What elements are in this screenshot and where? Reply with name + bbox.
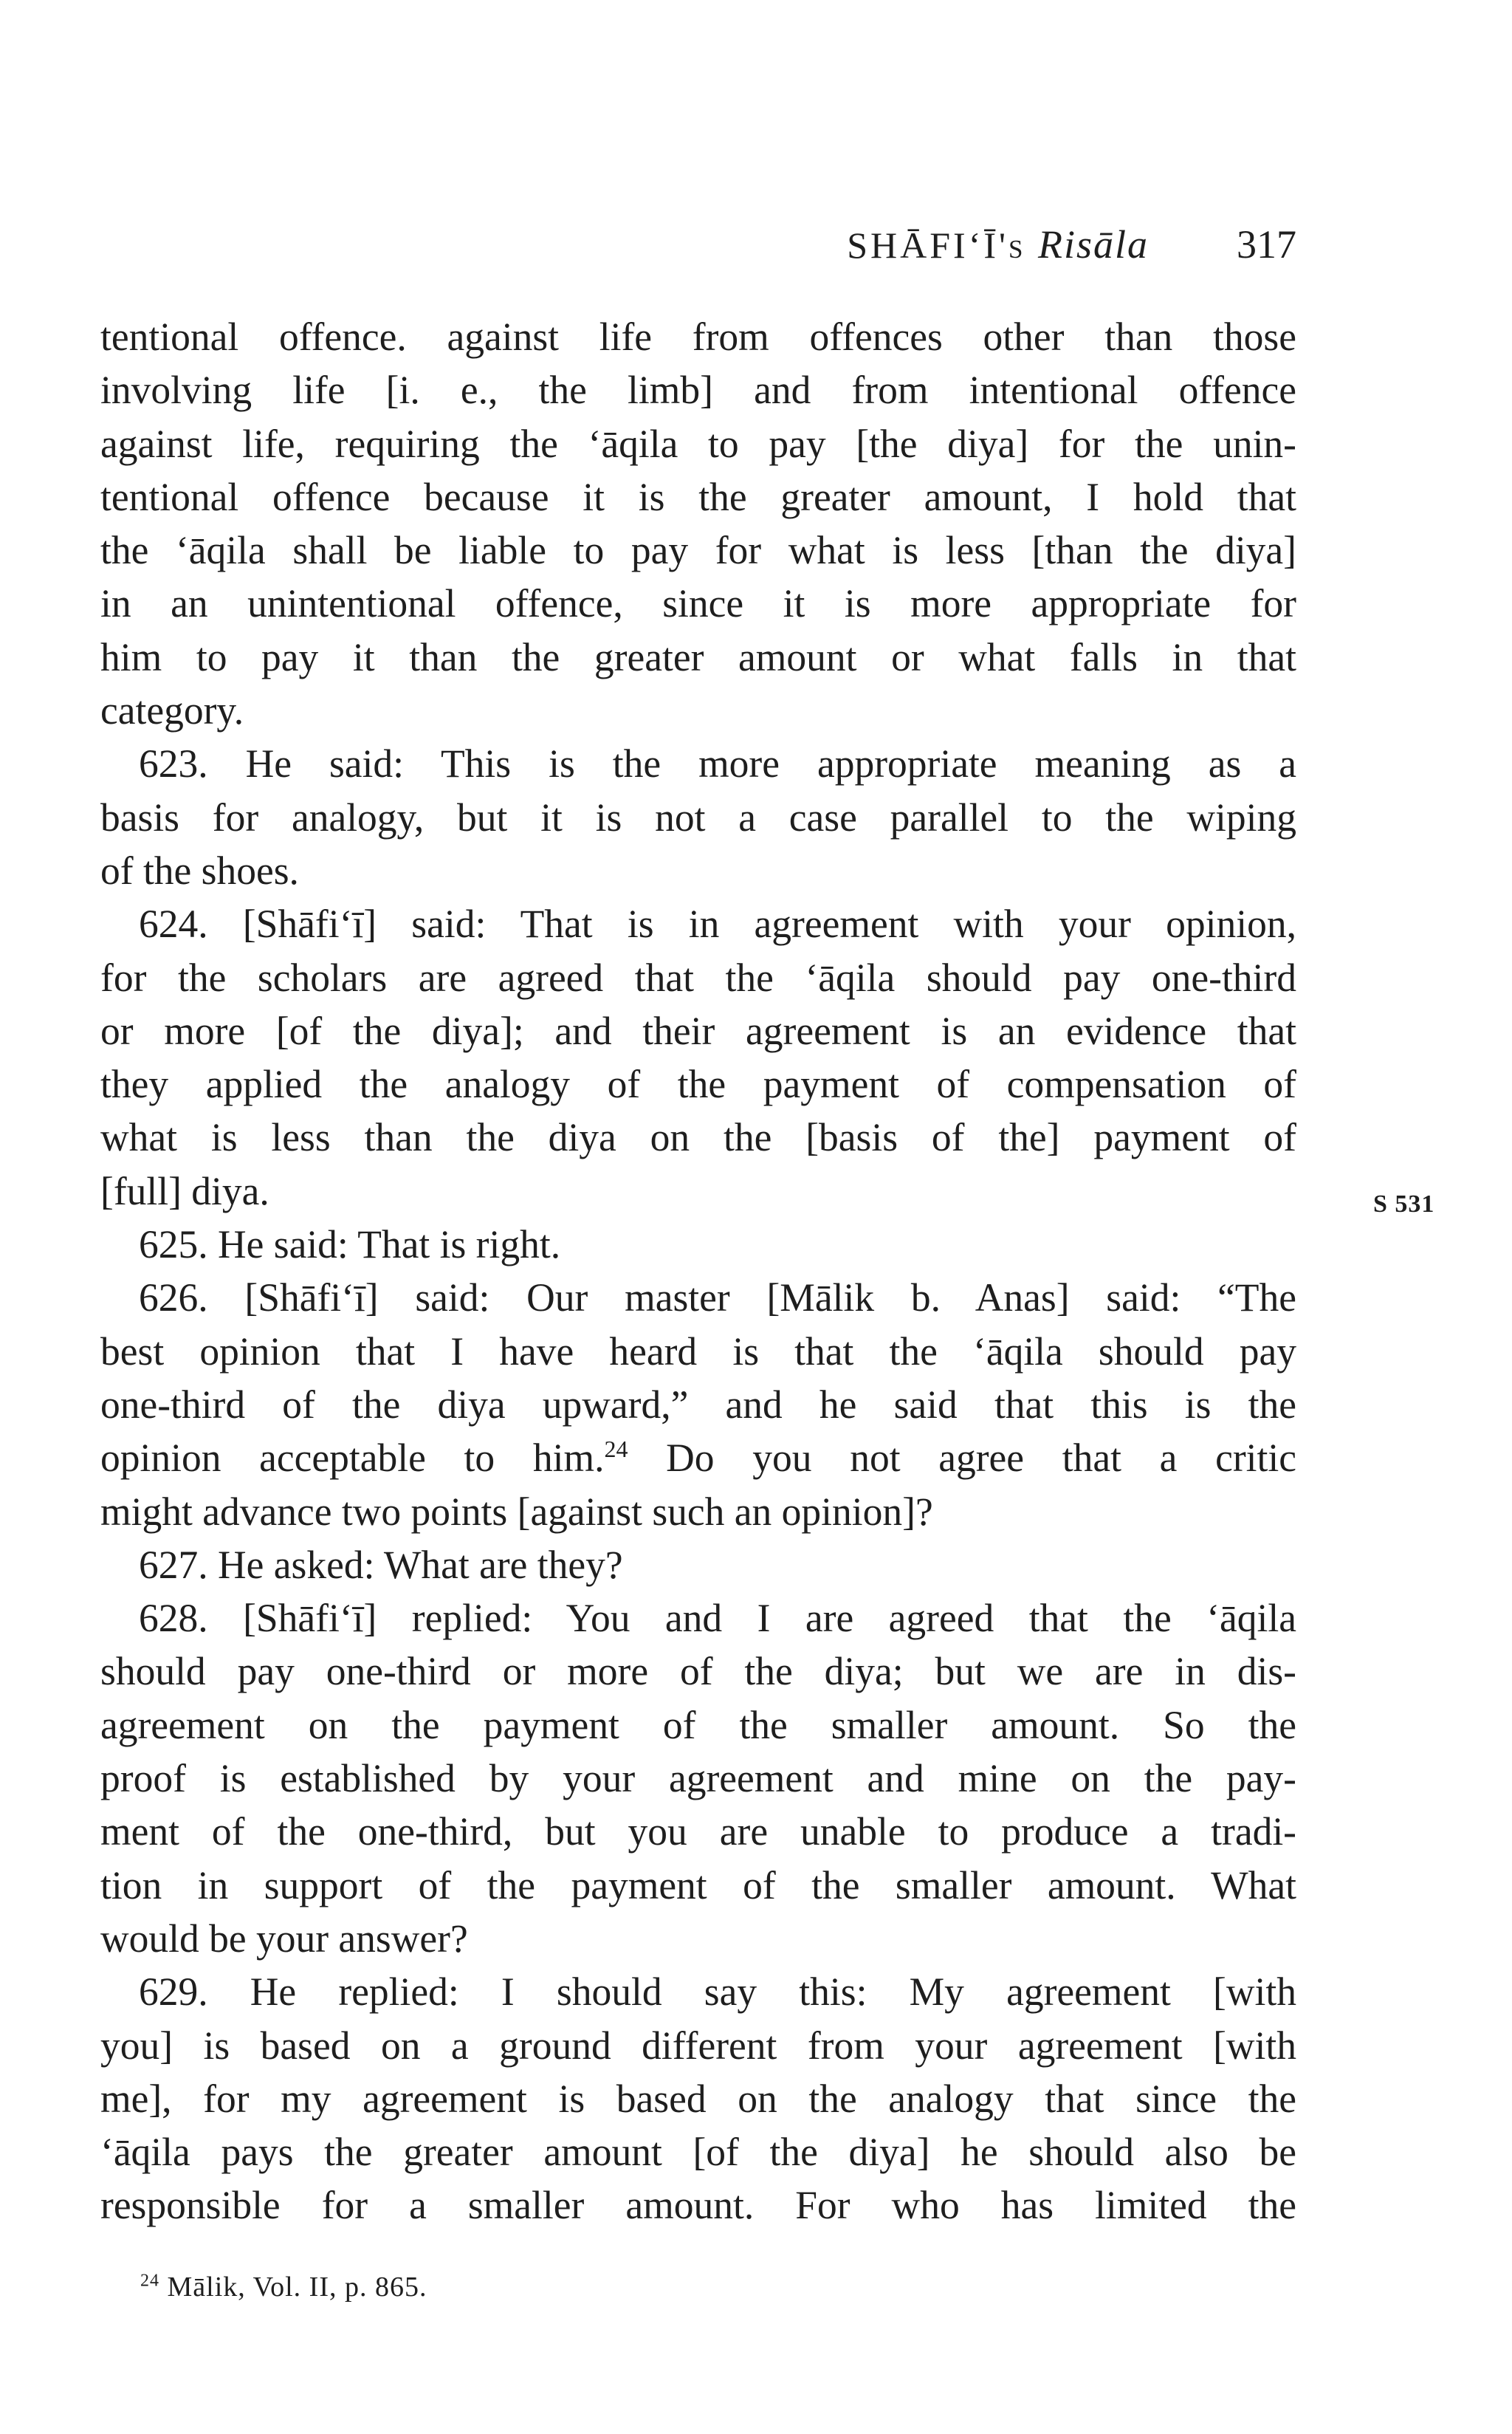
- text-line: [full] diya.: [100, 1168, 269, 1213]
- footnote: [140, 2271, 427, 2303]
- page-number: 317: [1237, 222, 1296, 267]
- text-line: might advance two points [against such an opinion]?: [100, 1489, 933, 1534]
- text-line: tion in support of the payment of the smaller amount. What: [100, 1862, 1296, 1907]
- footnote-reference[interactable]: 24: [604, 1436, 628, 1463]
- running-title-author: SHĀFIʻĪ's: [847, 224, 1026, 266]
- text-line: should pay one-third or more of the diya; but we are in dis-: [100, 1649, 1296, 1694]
- paragraph-628: 628. [Shāfi‘ī] replied: You and I are agreed that the ‘āqila: [139, 1596, 1296, 1641]
- text-line: what is less than the diya on the [basis of the] payment of: [100, 1115, 1296, 1160]
- text-line: involving life [i. e., the limb] and from intentional offence: [100, 368, 1296, 413]
- footnote-marker: 24: [140, 2271, 159, 2291]
- text-line: you] is based on a ground different from your agreement [with: [100, 2023, 1296, 2068]
- text-line: for the scholars are agreed that the ‘āqila should pay one-third: [100, 955, 1296, 1000]
- text-line: against life, requiring the ‘āqila to pay [the diya] for the unin-: [100, 421, 1296, 466]
- running-head: [103, 222, 1296, 273]
- paragraph-625: 625. He said: That is right.: [139, 1222, 561, 1267]
- text-line: me], for my agreement is based on the analogy that since the: [100, 2076, 1296, 2121]
- text-line: proof is established by your agreement and mine on the pay-: [100, 1756, 1296, 1801]
- text-line: basis for analogy, but it is not a case parallel to the wiping: [100, 795, 1296, 840]
- body-text: [100, 310, 1296, 2232]
- text-line: they applied the analogy of the payment of compensation of: [100, 1062, 1296, 1107]
- text-line: of the shoes.: [100, 848, 299, 893]
- paragraph-627: 627. He asked: What are they?: [139, 1542, 623, 1587]
- text-line: ment of the one-third, but you are unable to produce a tradi-: [100, 1809, 1296, 1854]
- paragraph-623: 623. He said: This is the more appropriate meaning as a: [139, 741, 1296, 786]
- footnote-text: Mālik, Vol. II, p. 865.: [167, 2272, 427, 2303]
- running-title-work: Risāla: [1037, 222, 1149, 267]
- text-line: the ‘āqila shall be liable to pay for what is less [than the diya]: [100, 528, 1296, 573]
- text-line: category.: [100, 688, 244, 733]
- text-line: ‘āqila pays the greater amount [of the diya] he should also be: [100, 2130, 1296, 2175]
- paragraph-624: 624. [Shāfi‘ī] said: That is in agreement with your opinion,: [139, 902, 1296, 947]
- text-segment: opinion acceptable to him.: [100, 1436, 605, 1481]
- text-line: best opinion that I have heard is that the ‘āqila should pay: [100, 1329, 1296, 1374]
- text-segment: Do you not agree that a critic: [628, 1436, 1296, 1481]
- text-line: responsible for a smaller amount. For who has limited the: [100, 2183, 1296, 2228]
- text-line: tentional offence because it is the greater amount, I hold that: [100, 474, 1296, 519]
- text-line: him to pay it than the greater amount or what falls in that: [100, 634, 1296, 679]
- text-line: would be your answer?: [100, 1916, 468, 1961]
- margin-reference: S 531: [1373, 1190, 1435, 1218]
- text-line: or more [of the diya]; and their agreement is an evidence that: [100, 1008, 1296, 1053]
- text-line: agreement on the payment of the smaller amount. So the: [100, 1702, 1296, 1747]
- text-line: one-third of the diya upward,” and he said that this is the: [100, 1382, 1296, 1427]
- running-title: [847, 222, 1149, 267]
- text-line: tentional offence. against life from offences other than those: [100, 315, 1296, 359]
- paragraph-626: 626. [Shāfi‘ī] said: Our master [Mālik b. Anas] said: “The: [139, 1275, 1296, 1320]
- text-line-with-footnote-ref: [100, 1431, 1296, 1484]
- text-line: in an unintentional offence, since it is more appropriate for: [100, 581, 1296, 626]
- paragraph-629: 629. He replied: I should say this: My agreement [with: [139, 1970, 1296, 2015]
